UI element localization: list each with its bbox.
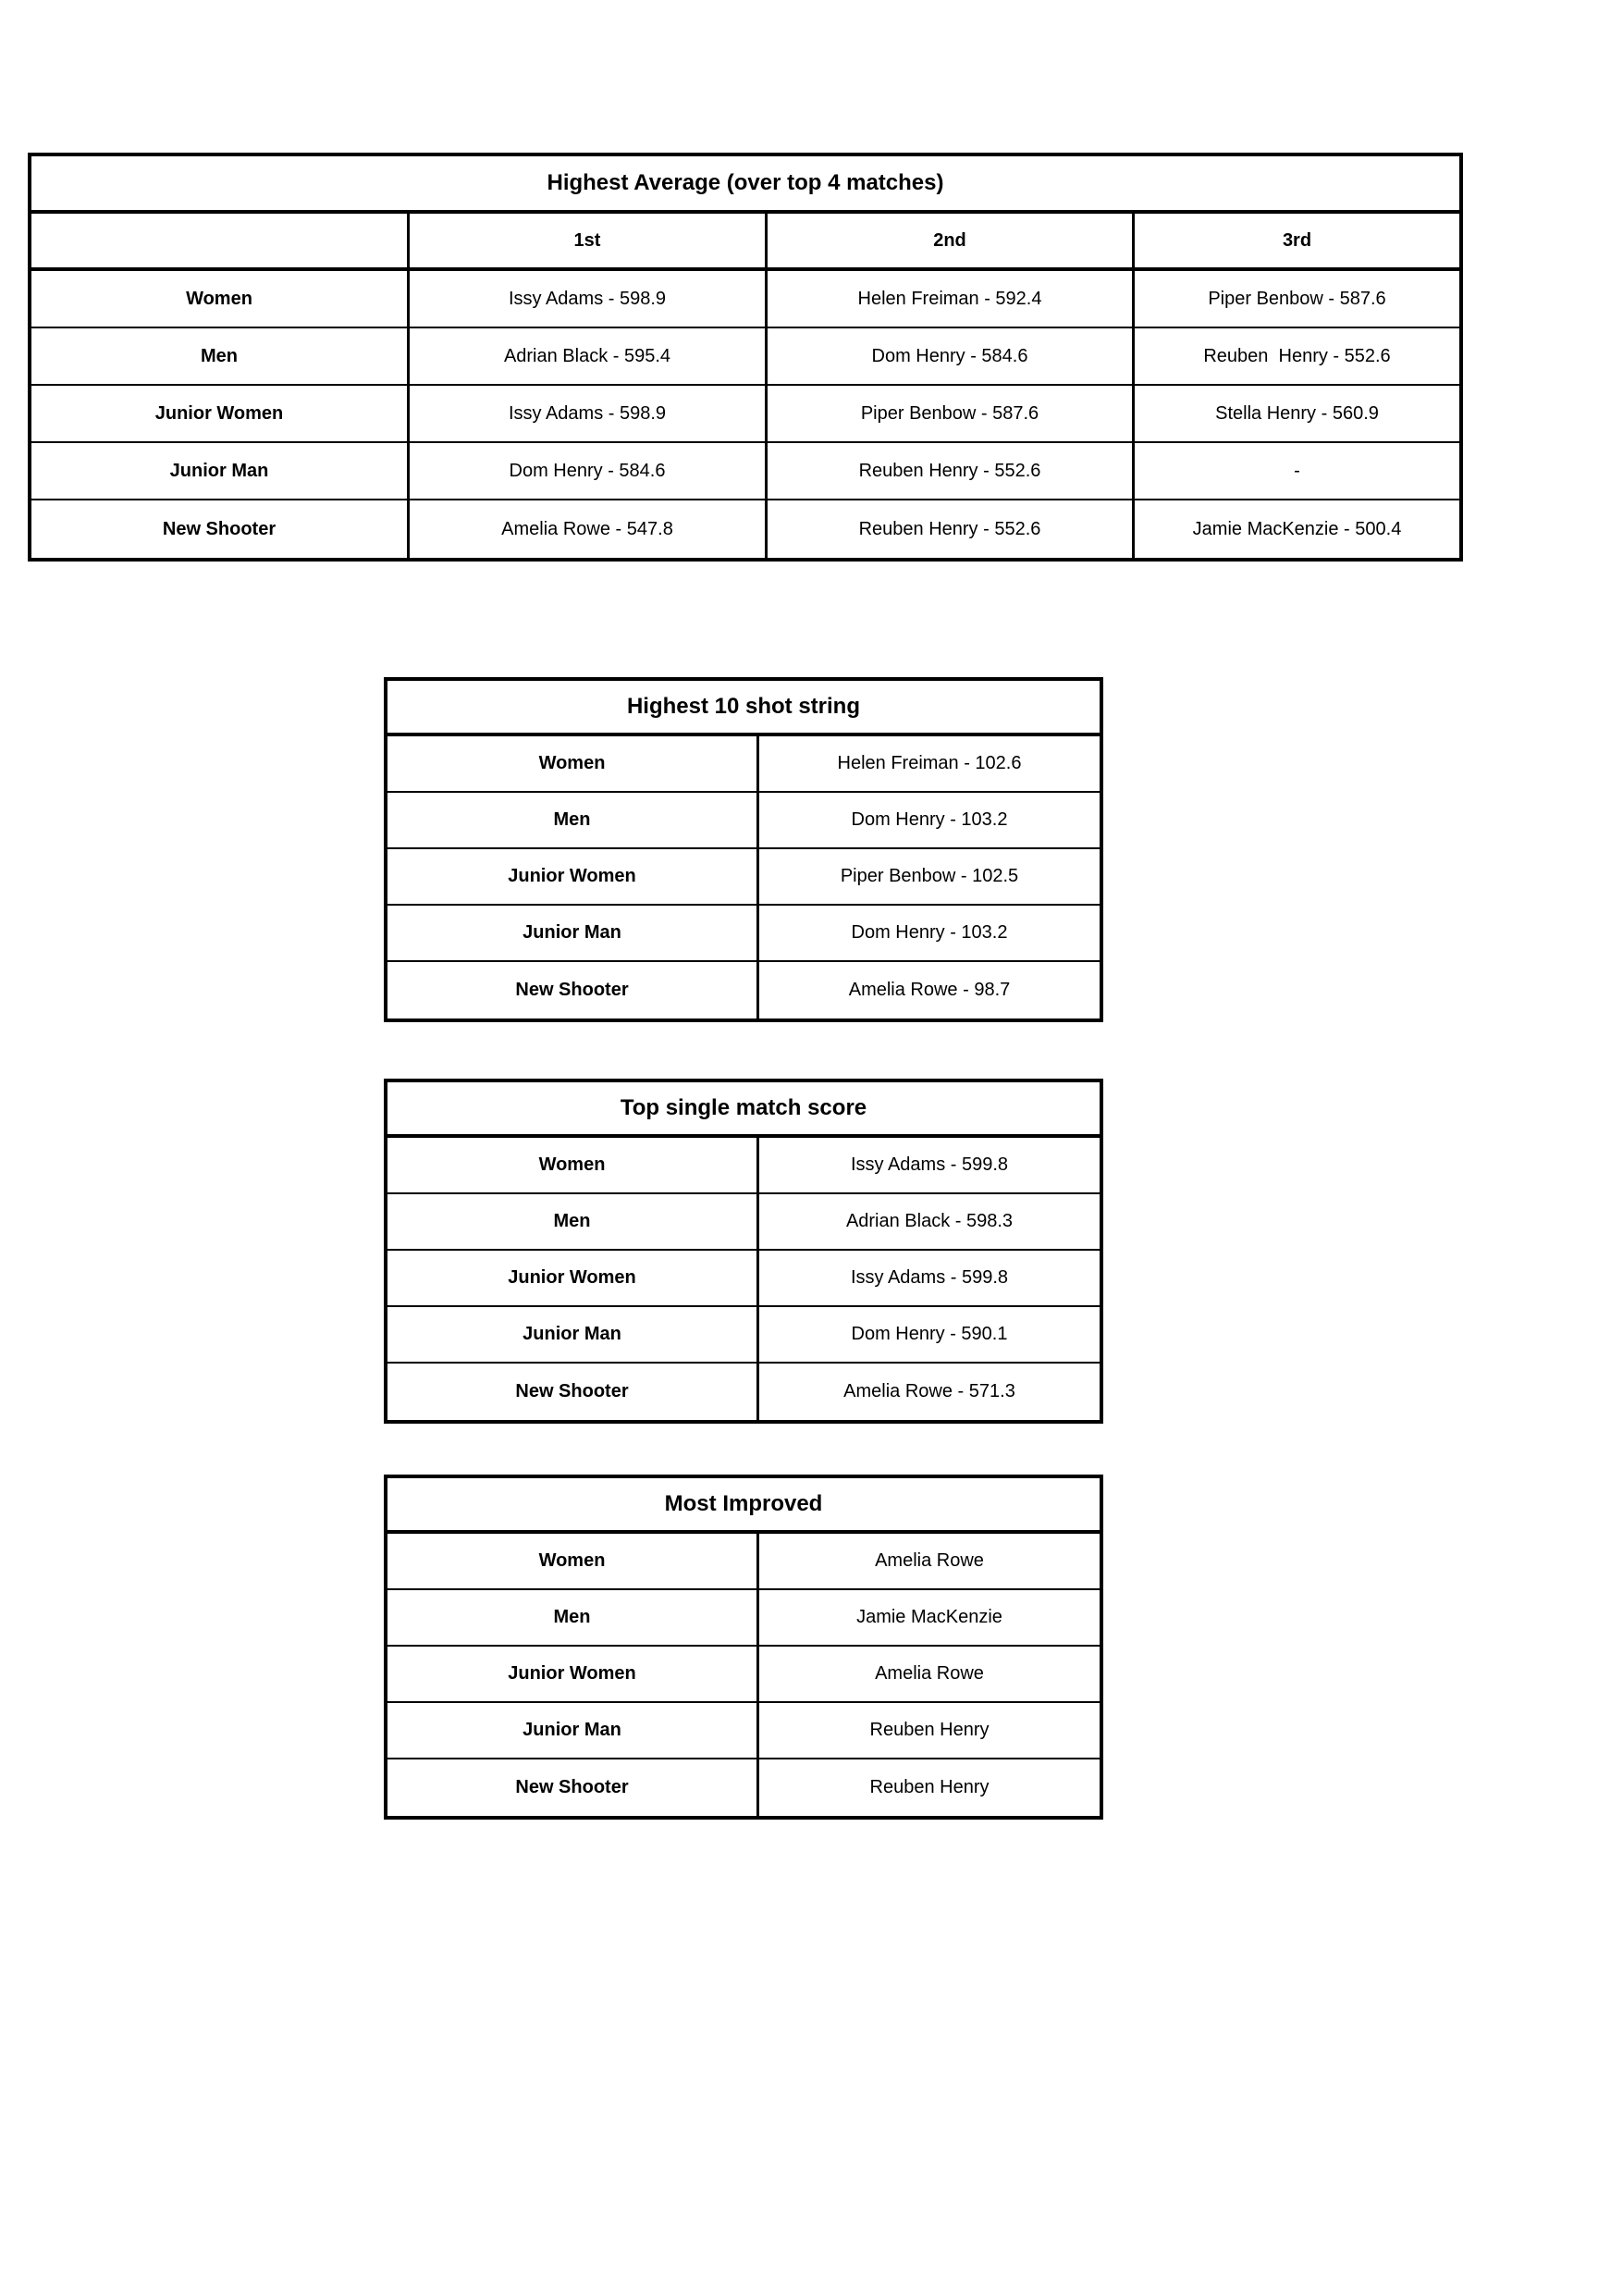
table-row <box>387 1194 1100 1251</box>
table-highest-average <box>28 153 1463 562</box>
value-cell: Issy Adams - 599.8 <box>756 1138 1100 1192</box>
table-row <box>387 1534 1100 1590</box>
table-title: Most Improved <box>664 1491 823 1517</box>
table-title: Highest 10 shot string <box>626 694 861 720</box>
row-label: Women <box>186 288 252 309</box>
table-highest-10-shot-string <box>384 677 1103 1022</box>
value-cell: Helen Freiman - 592.4 <box>765 271 1132 327</box>
value-cell: - <box>1132 443 1459 499</box>
value-cell: Reuben Henry <box>756 1759 1100 1816</box>
value-cell: Reuben Henry - 552.6 <box>1132 328 1459 384</box>
value-cell: Stella Henry - 560.9 <box>1132 386 1459 441</box>
row-label: Men <box>201 345 238 366</box>
value-cell: Reuben Henry <box>756 1703 1100 1758</box>
value-cell: Issy Adams - 599.8 <box>756 1251 1100 1305</box>
table-title-row <box>387 1478 1100 1534</box>
value-cell: Amelia Rowe - 98.7 <box>756 962 1100 1018</box>
table-row <box>387 1759 1100 1816</box>
table-row <box>31 386 1459 443</box>
table-header-row <box>31 214 1459 271</box>
row-label: Men <box>553 809 591 830</box>
value-cell: Amelia Rowe <box>756 1534 1100 1588</box>
table-most-improved <box>384 1475 1103 1820</box>
table-row <box>387 1138 1100 1194</box>
value-cell: Piper Benbow - 587.6 <box>1132 271 1459 327</box>
row-label: Men <box>553 1211 591 1231</box>
value-cell: Dom Henry - 103.2 <box>756 793 1100 847</box>
table-title: Top single match score <box>620 1095 867 1121</box>
value-cell: Reuben Henry - 552.6 <box>765 500 1132 558</box>
table-row <box>387 962 1100 1018</box>
table-title: Highest Average (over top 4 matches) <box>547 170 944 196</box>
value-cell: Jamie MacKenzie <box>756 1590 1100 1645</box>
value-cell: Issy Adams - 598.9 <box>407 386 765 441</box>
row-label: Junior Man <box>169 460 269 481</box>
table-row <box>31 443 1459 500</box>
table-row <box>387 1364 1100 1420</box>
row-label: Junior Women <box>508 1267 636 1288</box>
table-title-row <box>387 1082 1100 1138</box>
row-label: Men <box>553 1607 591 1627</box>
row-label: New Shooter <box>515 1777 629 1797</box>
table-row <box>31 500 1459 558</box>
value-cell: Reuben Henry - 552.6 <box>765 443 1132 499</box>
row-label: Junior Women <box>508 866 636 886</box>
row-label: New Shooter <box>515 1381 629 1401</box>
table-row <box>387 1703 1100 1759</box>
value-cell: Dom Henry - 103.2 <box>756 906 1100 960</box>
row-label: Junior Women <box>508 1663 636 1684</box>
value-cell: Adrian Black - 595.4 <box>407 328 765 384</box>
row-label: Women <box>538 1154 606 1175</box>
column-header-2nd: 2nd <box>765 214 1132 267</box>
row-label: New Shooter <box>162 518 277 539</box>
row-label: Women <box>538 753 606 773</box>
table-row <box>387 849 1100 906</box>
row-label: Junior Women <box>154 402 284 424</box>
column-header-3rd: 3rd <box>1132 214 1459 267</box>
table-row <box>387 736 1100 793</box>
value-cell: Piper Benbow - 102.5 <box>756 849 1100 904</box>
column-header-1st: 1st <box>407 214 765 267</box>
value-cell: Amelia Rowe <box>756 1647 1100 1701</box>
table-row <box>387 1251 1100 1307</box>
row-label: Women <box>538 1550 606 1571</box>
value-cell: Adrian Black - 598.3 <box>756 1194 1100 1249</box>
value-cell: Dom Henry - 590.1 <box>756 1307 1100 1362</box>
table-row <box>387 1590 1100 1647</box>
value-cell: Amelia Rowe - 571.3 <box>756 1364 1100 1420</box>
table-row <box>31 271 1459 328</box>
row-label: Junior Man <box>523 922 621 943</box>
table-row <box>387 906 1100 962</box>
value-cell: Dom Henry - 584.6 <box>765 328 1132 384</box>
row-label: Junior Man <box>523 1324 621 1344</box>
value-cell: Jamie MacKenzie - 500.4 <box>1132 500 1459 558</box>
value-cell: Issy Adams - 598.9 <box>407 271 765 327</box>
table-title-row <box>31 156 1459 214</box>
value-cell: Amelia Rowe - 547.8 <box>407 500 765 558</box>
table-title-row <box>387 681 1100 736</box>
value-cell: Helen Freiman - 102.6 <box>756 736 1100 791</box>
table-top-single-match-score <box>384 1079 1103 1424</box>
value-cell: Piper Benbow - 587.6 <box>765 386 1132 441</box>
table-row <box>31 328 1459 386</box>
row-label: New Shooter <box>515 980 629 1000</box>
table-row <box>387 793 1100 849</box>
value-cell: Dom Henry - 584.6 <box>407 443 765 499</box>
row-label: Junior Man <box>523 1720 621 1740</box>
column-header-blank <box>31 214 407 267</box>
table-row <box>387 1647 1100 1703</box>
table-row <box>387 1307 1100 1364</box>
